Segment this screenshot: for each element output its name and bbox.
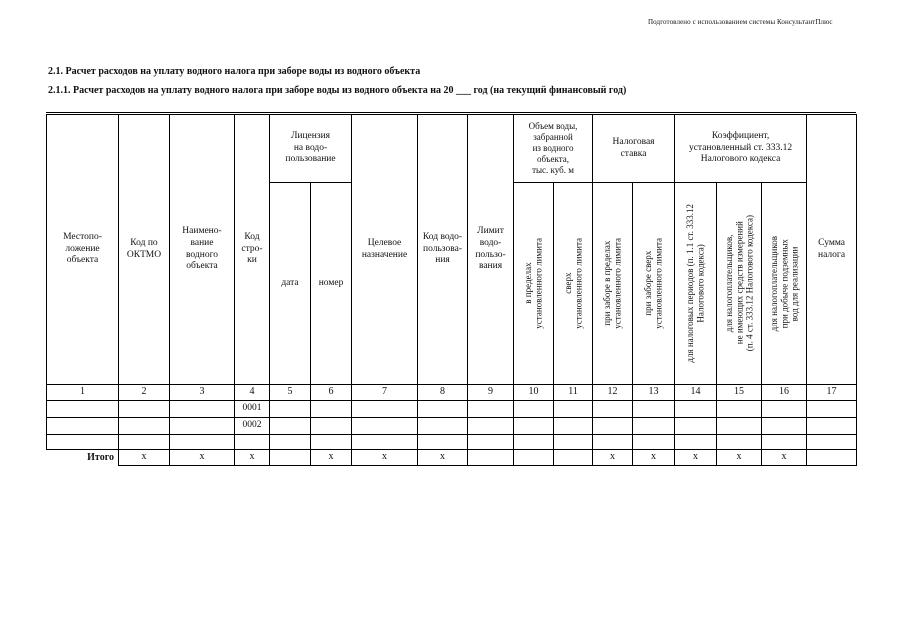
col-coef-groundwater-header xyxy=(762,183,807,385)
total-cell: x xyxy=(593,450,633,466)
data-cell[interactable] xyxy=(270,435,311,450)
coefficient-group-header: Коэффициент, установленный ст. 333.12 Налогового кодекса xyxy=(675,115,807,183)
total-cell[interactable] xyxy=(468,450,514,466)
column-number: 16 xyxy=(762,385,807,401)
col-water-object-name-header: Наимено- вание водного объекта xyxy=(170,115,235,385)
col-coef-groundwater-label: для налогоплательщиков при добыче подземных вод для реализации xyxy=(768,235,800,332)
column-number: 14 xyxy=(675,385,717,401)
data-cell[interactable] xyxy=(418,418,468,435)
total-cell: x xyxy=(119,450,170,466)
data-cell[interactable] xyxy=(235,435,270,450)
total-cell: x xyxy=(418,450,468,466)
total-cell[interactable] xyxy=(270,450,311,466)
data-cell[interactable] xyxy=(418,435,468,450)
data-cell[interactable] xyxy=(352,418,418,435)
column-number: 12 xyxy=(593,385,633,401)
data-cell[interactable] xyxy=(593,435,633,450)
data-cell[interactable] xyxy=(807,401,857,418)
col-coef-tax-periods-header xyxy=(675,183,717,385)
data-cell[interactable] xyxy=(593,418,633,435)
data-cell[interactable] xyxy=(352,435,418,450)
row-code-cell: 0002 xyxy=(235,418,270,435)
col-oktmo-header: Код по ОКТМО xyxy=(119,115,170,385)
col-coef-no-meters-label: для налогоплательщиков, не имеющих средств измерений (п. 4 ст. 333.12 Налогового кодекса) xyxy=(723,215,755,352)
data-cell[interactable] xyxy=(807,435,857,450)
data-cell[interactable] xyxy=(270,401,311,418)
data-cell[interactable] xyxy=(119,418,170,435)
rate-group-header: Налоговая ставка xyxy=(593,115,675,183)
data-cell[interactable] xyxy=(170,418,235,435)
data-cell[interactable] xyxy=(468,418,514,435)
total-cell: x xyxy=(311,450,352,466)
data-cell[interactable] xyxy=(633,418,675,435)
water-tax-table xyxy=(46,114,857,466)
total-cell: x xyxy=(235,450,270,466)
data-cell[interactable] xyxy=(468,401,514,418)
column-number: 17 xyxy=(807,385,857,401)
data-cell[interactable] xyxy=(352,401,418,418)
column-number: 9 xyxy=(468,385,514,401)
data-cell[interactable] xyxy=(675,401,717,418)
data-cell[interactable] xyxy=(47,401,119,418)
data-cell[interactable] xyxy=(514,401,554,418)
data-cell[interactable] xyxy=(270,418,311,435)
table-row xyxy=(47,435,857,450)
data-cell[interactable] xyxy=(514,418,554,435)
data-cell[interactable] xyxy=(311,418,352,435)
data-cell[interactable] xyxy=(633,435,675,450)
column-number: 10 xyxy=(514,385,554,401)
data-cell[interactable] xyxy=(119,401,170,418)
col-coef-tax-periods-label: для налоговых периодов (п. 1.1 ст. 333.12 Налогового кодекса) xyxy=(685,204,706,363)
data-cell[interactable] xyxy=(593,401,633,418)
column-number: 8 xyxy=(418,385,468,401)
data-cell[interactable] xyxy=(675,435,717,450)
volume-group-header: Объем воды, забранной из водного объекта, тыс. куб. м xyxy=(514,115,593,183)
data-cell[interactable] xyxy=(717,418,762,435)
col-rate-over-limit-label: при заборе сверх установленного лимита xyxy=(643,238,664,329)
data-cell[interactable] xyxy=(554,435,593,450)
total-label: Итого xyxy=(47,450,119,466)
data-cell[interactable] xyxy=(418,401,468,418)
col-purpose-header: Целевое назначение xyxy=(352,115,418,385)
data-cell[interactable] xyxy=(47,418,119,435)
col-volume-over-limit-header xyxy=(554,183,593,385)
total-row xyxy=(47,450,857,466)
col-coef-no-meters-header xyxy=(717,183,762,385)
col-license-number-header: номер xyxy=(311,183,352,385)
license-group-header: Лицензия на водо- пользование xyxy=(270,115,352,183)
data-cell[interactable] xyxy=(717,435,762,450)
column-number: 6 xyxy=(311,385,352,401)
data-cell[interactable] xyxy=(807,418,857,435)
data-cell[interactable] xyxy=(119,435,170,450)
table-row xyxy=(47,418,857,435)
column-number: 13 xyxy=(633,385,675,401)
column-number: 7 xyxy=(352,385,418,401)
col-limit-header: Лимит водо- пользо- вания xyxy=(468,115,514,385)
data-cell[interactable] xyxy=(762,418,807,435)
data-cell[interactable] xyxy=(514,435,554,450)
data-cell[interactable] xyxy=(170,401,235,418)
col-row-code-header: Код стро- ки xyxy=(235,115,270,385)
column-number: 1 xyxy=(47,385,119,401)
total-cell[interactable] xyxy=(807,450,857,466)
col-tax-sum-header: Сумма налога xyxy=(807,115,857,385)
data-cell[interactable] xyxy=(762,401,807,418)
total-cell: x xyxy=(762,450,807,466)
col-rate-within-limit-label: при заборе в пределах установленного лимита xyxy=(602,238,623,329)
data-cell[interactable] xyxy=(675,418,717,435)
data-cell[interactable] xyxy=(554,418,593,435)
table-top-rule xyxy=(46,112,856,113)
column-number: 5 xyxy=(270,385,311,401)
data-cell[interactable] xyxy=(47,435,119,450)
col-rate-over-limit-header xyxy=(633,183,675,385)
column-number: 2 xyxy=(119,385,170,401)
section-heading: 2.1. Расчет расходов на уплату водного налога при заборе воды из водного объекта xyxy=(48,66,421,77)
data-cell[interactable] xyxy=(633,401,675,418)
data-cell[interactable] xyxy=(170,435,235,450)
col-license-date-header: дата xyxy=(270,183,311,385)
data-cell[interactable] xyxy=(762,435,807,450)
data-cell[interactable] xyxy=(311,435,352,450)
column-number: 3 xyxy=(170,385,235,401)
subsection-heading: 2.1.1. Расчет расходов на уплату водного налога при заборе воды из водного объекта на 20 ___ год (на текущий финансовый год) xyxy=(48,85,627,96)
data-cell[interactable] xyxy=(554,401,593,418)
header-note: Подготовлено с использованием системы КонсультантПлюс xyxy=(648,18,833,26)
col-rate-within-limit-header xyxy=(593,183,633,385)
total-cell: x xyxy=(675,450,717,466)
total-cell: x xyxy=(633,450,675,466)
total-cell: x xyxy=(352,450,418,466)
data-cell[interactable] xyxy=(717,401,762,418)
col-water-use-code-header: Код водо- пользова- ния xyxy=(418,115,468,385)
total-cell[interactable] xyxy=(554,450,593,466)
data-cell[interactable] xyxy=(311,401,352,418)
total-cell: x xyxy=(717,450,762,466)
row-code-cell: 0001 xyxy=(235,401,270,418)
data-cell[interactable] xyxy=(468,435,514,450)
col-volume-over-limit-label: сверх установленного лимита xyxy=(562,238,584,329)
total-cell: x xyxy=(170,450,235,466)
column-number: 15 xyxy=(717,385,762,401)
col-volume-within-limit-label: в пределах установленного лимита xyxy=(523,238,544,329)
total-cell[interactable] xyxy=(514,450,554,466)
column-number-row xyxy=(47,385,857,401)
col-location-header: Местопо- ложение объекта xyxy=(47,115,119,385)
column-number: 11 xyxy=(554,385,593,401)
column-number: 4 xyxy=(235,385,270,401)
col-volume-within-limit-header xyxy=(514,183,554,385)
table-row xyxy=(47,401,857,418)
